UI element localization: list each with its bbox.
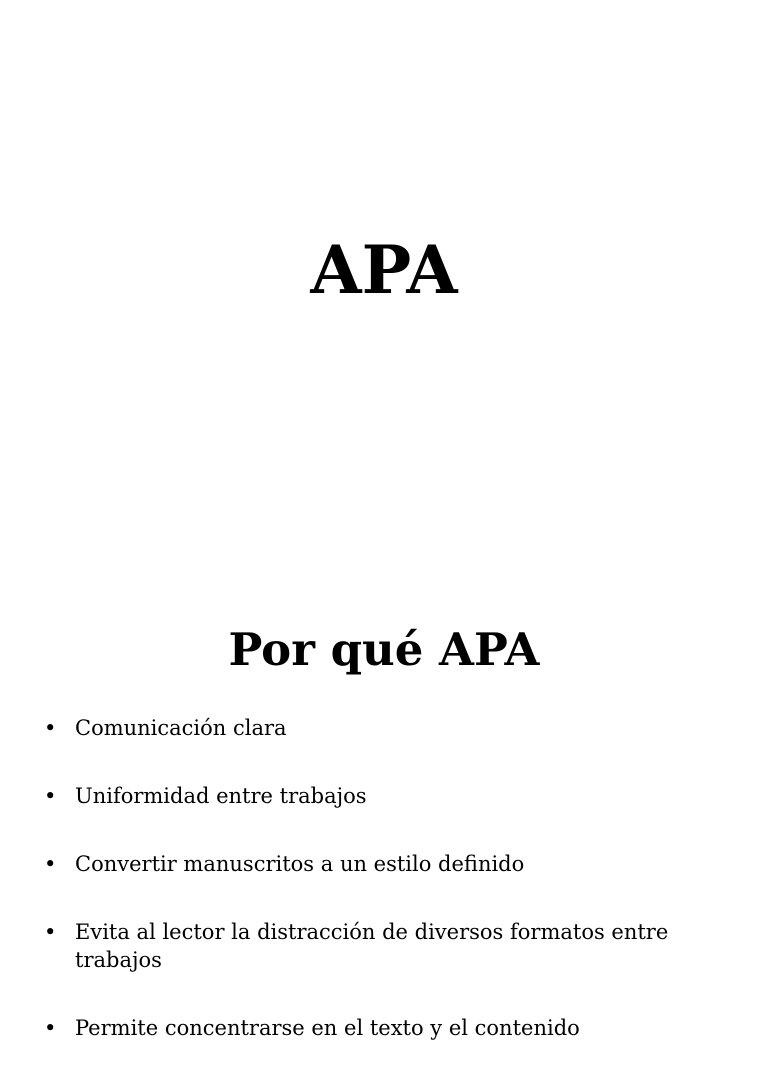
bullet-icon: • <box>44 852 57 876</box>
bullet-icon: • <box>44 1016 57 1040</box>
list-item <box>44 918 684 974</box>
list-item-text: Convertir manuscritos a un estilo definido <box>75 852 525 876</box>
slide-title: APA <box>310 231 458 309</box>
list-item <box>44 1014 684 1042</box>
list-item <box>44 850 684 878</box>
bullet-icon: • <box>44 716 57 740</box>
content-slide <box>0 576 768 1040</box>
bullet-list <box>44 714 684 1082</box>
slide-heading: Por qué APA <box>228 623 540 676</box>
list-item-text: Permite concentrarse en el texto y el contenido <box>75 1016 580 1040</box>
list-item-text: Uniformidad entre trabajos <box>75 784 367 808</box>
list-item-text: Evita al lector la distracción de diversos formatos entre trabajos <box>75 920 669 972</box>
bullet-icon: • <box>44 920 57 944</box>
list-item-text: Comunicación clara <box>75 716 287 740</box>
list-item <box>44 782 684 810</box>
bullet-icon: • <box>44 784 57 808</box>
list-item <box>44 714 684 742</box>
